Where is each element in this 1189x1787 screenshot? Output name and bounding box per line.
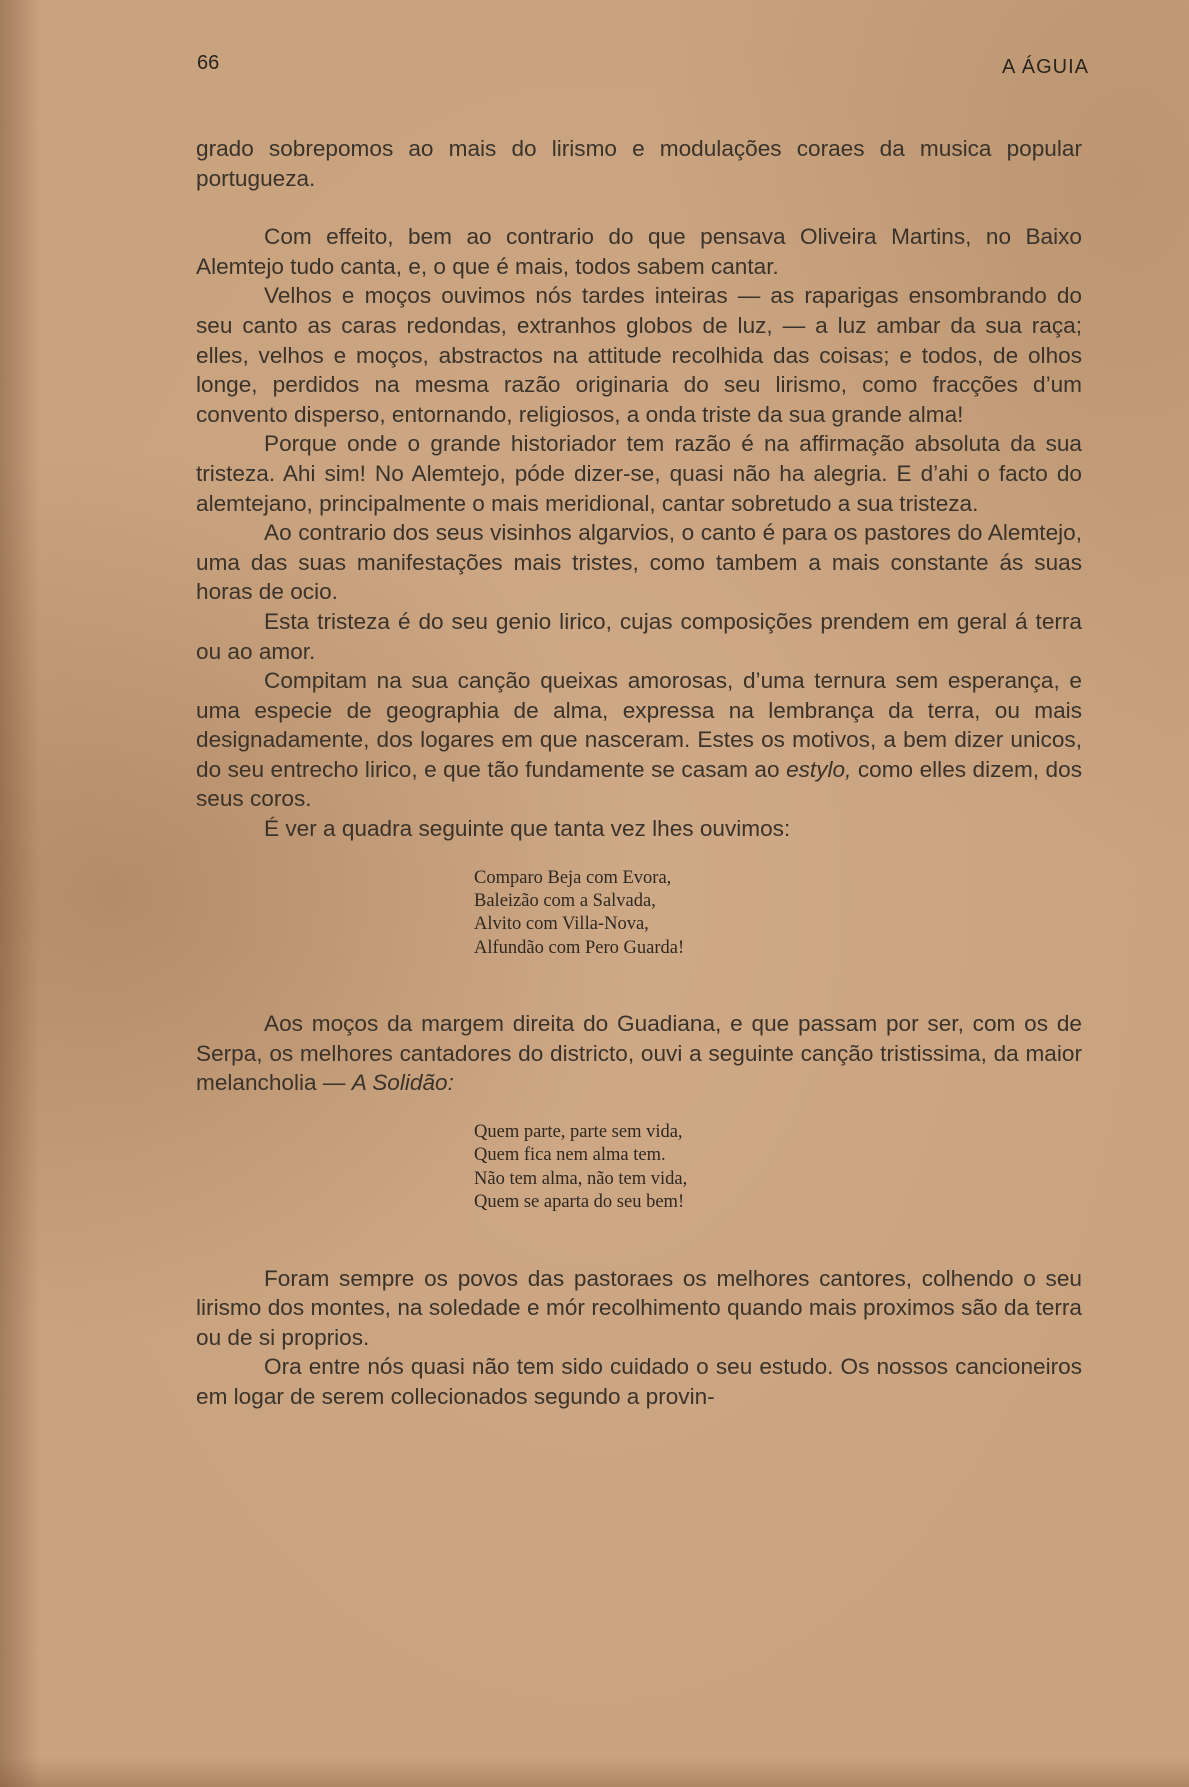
paragraph-5: Ao contrario dos seus visinhos algarvios, o canto é para os pastores do Alemtejo, uma das suas manifestações mais tristes, como tambem a mais constante ás suas horas de ocio. xyxy=(196,520,1082,605)
verse-quadra-1 xyxy=(474,867,1082,961)
paragraph-8: É ver a quadra seguinte que tanta vez lhes ouvimos: xyxy=(264,816,791,842)
body-text xyxy=(196,134,1082,1412)
page-bottom-shadow xyxy=(0,1757,1189,1787)
journal-title: A ÁGUIA xyxy=(1001,56,1089,78)
paragraph-2: Com effeito, bem ao contrario do que pensava Oliveira Martins, no Baixo Alemtejo tudo canta, e, o que é mais, todos sabem cantar. xyxy=(196,224,1082,279)
verse-quadra-2 xyxy=(474,1121,1082,1215)
paragraph-7-italic: estylo, xyxy=(786,756,852,782)
paragraph-6: Esta tristeza é do seu genio lirico, cujas composições prendem em geral á terra ou ao amor. xyxy=(196,608,1082,664)
paragraph-9 xyxy=(196,1009,1082,1098)
verse-line: Não tem alma, não tem vida, xyxy=(474,1168,688,1189)
verse-line: Alvito com Villa-Nova, xyxy=(474,914,649,935)
paragraph-1: grado sobrepomos ao mais do lirismo e modulações coraes da musica popular portugueza. xyxy=(196,136,1082,191)
paragraph-7-text-b: como elles dizem, dos seus coros. xyxy=(196,756,1082,812)
paragraph-7-text-a: Compitam na sua canção queixas amorosas, d’uma ternura sem esperança, e uma especie de geographia de alma, expressa na lembrança da terra, ou mais designadamente, dos logares em que nasceram. Estes os motivos, a bem dizer unicos, do seu entrecho lirico, e que tão fundamente se casam ao xyxy=(196,668,1082,782)
paragraph-3: Velhos e moços ouvimos nós tardes inteiras — as raparigas ensombrando do seu canto as caras redondas, extranhos globos de luz, — a luz ambar da sua raça; elles, velhos e moços, abstractos na attitude recolhida das coisas; e todos, de olhos longe, perdidos na mesma razão originaria do seu lirismo, como fracções d’um convento disperso, entornando, religiosos, a onda triste da sua grande alma! xyxy=(196,283,1082,427)
verse-line: Baleizão com a Salvada, xyxy=(474,891,656,912)
paragraph-7 xyxy=(196,666,1082,814)
song-title: A Solidão: xyxy=(351,1070,454,1096)
verse-line: Quem parte, parte sem vida, xyxy=(474,1122,683,1143)
page-number: 66 xyxy=(197,52,220,74)
page-edge-shadow xyxy=(0,0,40,1787)
running-header xyxy=(197,52,1089,82)
verse-line: Comparo Beja com Evora, xyxy=(474,867,672,888)
verse-line: Alfundão com Pero Guarda! xyxy=(474,937,685,958)
verse-line: Quem se aparta do seu bem! xyxy=(474,1192,685,1213)
paragraph-4: Porque onde o grande historiador tem razão é na affirmação absoluta da sua tristeza. Ahi sim! No Alemtejo, póde dizer-se, quasi não ha alegria. E d’ahi o facto do alemtejano, principalmente o mais meridional, cantar sobretudo a sua tristeza. xyxy=(196,431,1082,516)
paragraph-11: Ora entre nós quasi não tem sido cuidado o seu estudo. Os nossos cancioneiros em logar de serem collecionados segundo a provin- xyxy=(196,1354,1082,1410)
verse-line: Quem fica nem alma tem. xyxy=(474,1145,666,1166)
paragraph-9-text: Aos moços da margem direita do Guadiana, e que passam por ser, com os de Serpa, os melhores cantadores do districto, ouvi a seguinte canção tristissima, da maior melancholia — xyxy=(196,1011,1082,1096)
paragraph-10: Foram sempre os povos das pastoraes os melhores cantores, colhendo o seu lirismo dos montes, na soledade e mór recolhimento quando mais proximos são da terra ou de si proprios. xyxy=(196,1265,1082,1350)
